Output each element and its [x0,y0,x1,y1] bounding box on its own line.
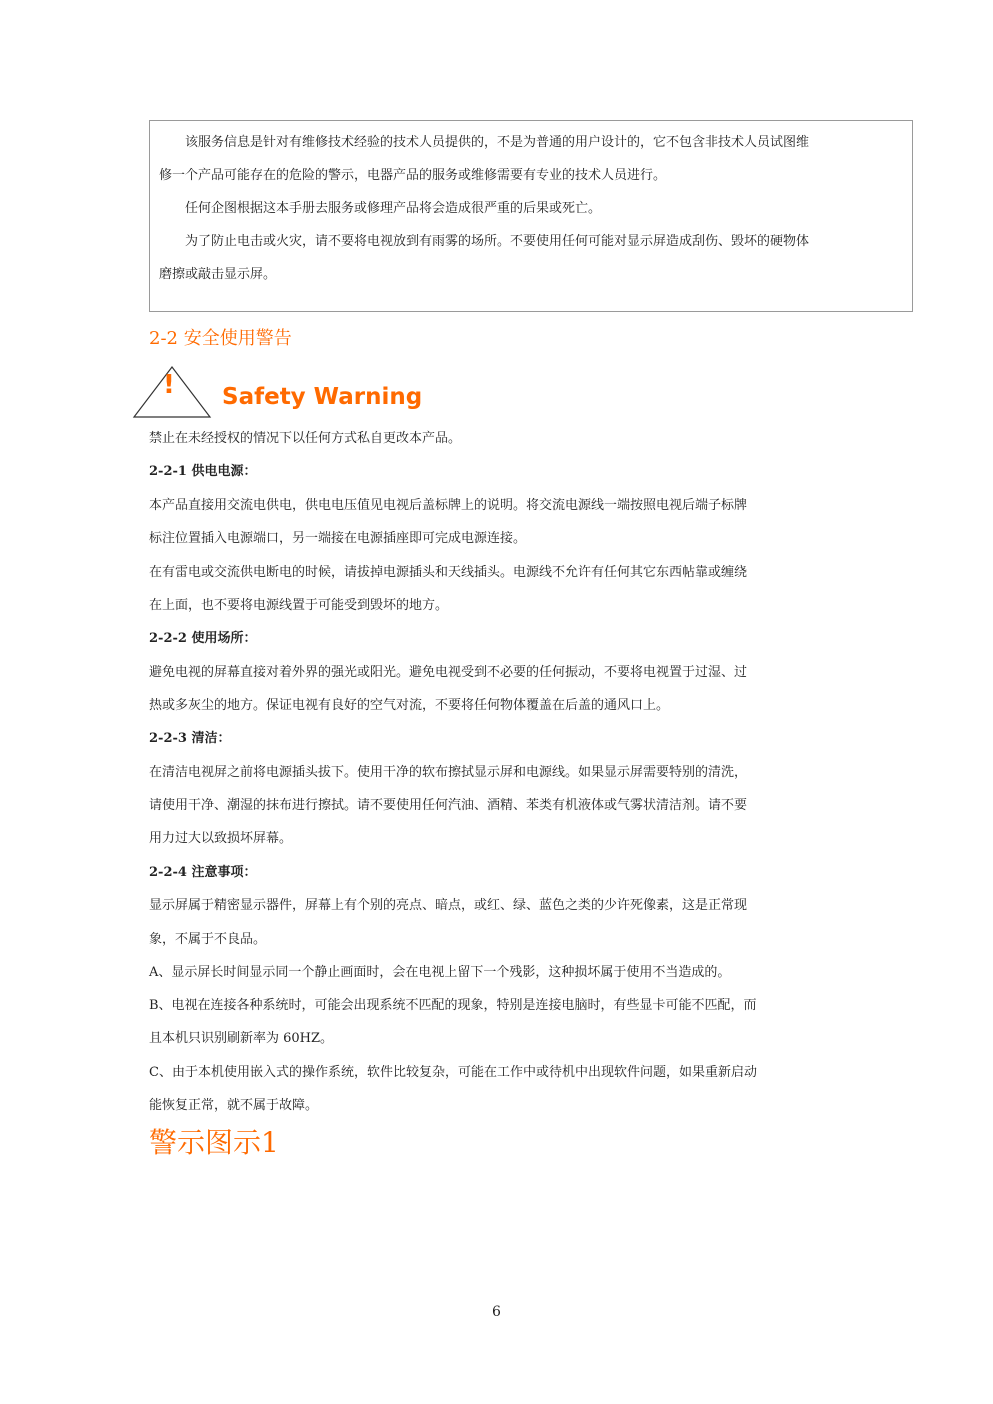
figure-title: 警示图示1 [149,1126,279,1159]
notes-line-1: 显示屏属于精密显示器件，屏幕上有个别的亮点、暗点，或红、绿、蓝色之类的少许死像素，这是正常现 [149,898,748,913]
notes-line-5: 且本机只识别刷新率为 60HZ。 [149,1031,334,1046]
page-number: 6 [492,1304,501,1320]
notice-paragraph-1: 该服务信息是针对有维修技术经验的技术人员提供的，不是为普通的用户设计的，它不包含非技术人员试图维 [159,135,810,150]
location-line-1: 避免电视的屏幕直接对着外界的强光或阳光。避免电视受到不必要的任何振动，不要将电视置于过湿、过 [149,665,748,680]
cleaning-heading: 2-2-3 清洁： [149,731,231,746]
notice-paragraph-3: 为了防止电击或火灾，请不要将电视放到有雨雾的场所。不要使用任何可能对显示屏造成刮伤、毁坏的硬物体 [159,234,810,249]
warning-triangle-icon [132,366,212,418]
notes-line-4: B、电视在连接各种系统时，可能会出现系统不匹配的现象，特别是连接电脑时，有些显卡可能不匹配，而 [149,998,757,1013]
power-line-3: 在有雷电或交流供电断电的时候，请拔掉电源插头和天线插头。电源线不允许有任何其它东西帖靠或缠绕 [149,565,748,580]
notes-line-3: A、显示屏长时间显示同一个静止画面时，会在电视上留下一个残影，这种损坏属于使用不当造成的。 [149,965,731,980]
power-heading: 2-2-1 供电电源： [149,464,257,479]
notice-paragraph-1-cont: 修一个产品可能存在的危险的警示，电器产品的服务或维修需要有专业的技术人员进行。 [159,168,667,183]
cleaning-line-2: 请使用干净、潮湿的抹布进行擦拭。请不要使用任何汽油、酒精、苯类有机液体或气雾状清洁剂。请不要 [149,798,748,813]
intro-line: 禁止在未经授权的情况下以任何方式私自更改本产品。 [149,431,462,446]
section-title: 2-2 安全使用警告 [149,328,292,349]
power-line-1: 本产品直接用交流电供电，供电电压值见电视后盖标牌上的说明。将交流电源线一端按照电视后端子标牌 [149,498,748,513]
notes-line-2: 象，不属于不良品。 [149,932,267,947]
notes-line-6: C、由于本机使用嵌入式的操作系统，软件比较复杂，可能在工作中或待机中出现软件问题，如果重新启动 [149,1065,757,1080]
location-line-2: 热或多灰尘的地方。保证电视有良好的空气对流，不要将任何物体覆盖在后盖的通风口上。 [149,698,670,713]
safety-warning-label: Safety Warning [222,384,423,410]
notes-heading: 2-2-4 注意事项： [149,865,257,880]
notice-paragraph-3-cont: 磨擦或敲击显示屏。 [159,267,277,282]
notes-line-7: 能恢复正常，就不属于故障。 [149,1098,319,1113]
cleaning-line-1: 在清洁电视屏之前将电源插头拔下。使用干净的软布擦拭显示屏和电源线。如果显示屏需要特别的清洗， [149,765,748,780]
location-heading: 2-2-2 使用场所： [149,631,257,646]
power-line-4: 在上面，也不要将电源线置于可能受到毁坏的地方。 [149,598,449,613]
cleaning-line-3: 用力过大以致损坏屏幕。 [149,831,293,846]
notice-paragraph-2: 任何企图根据这本手册去服务或修理产品将会造成很严重的后果或死亡。 [159,201,602,216]
warning-exclamation: ! [163,370,175,400]
power-line-2: 标注位置插入电源端口，另一端接在电源插座即可完成电源连接。 [149,531,527,546]
